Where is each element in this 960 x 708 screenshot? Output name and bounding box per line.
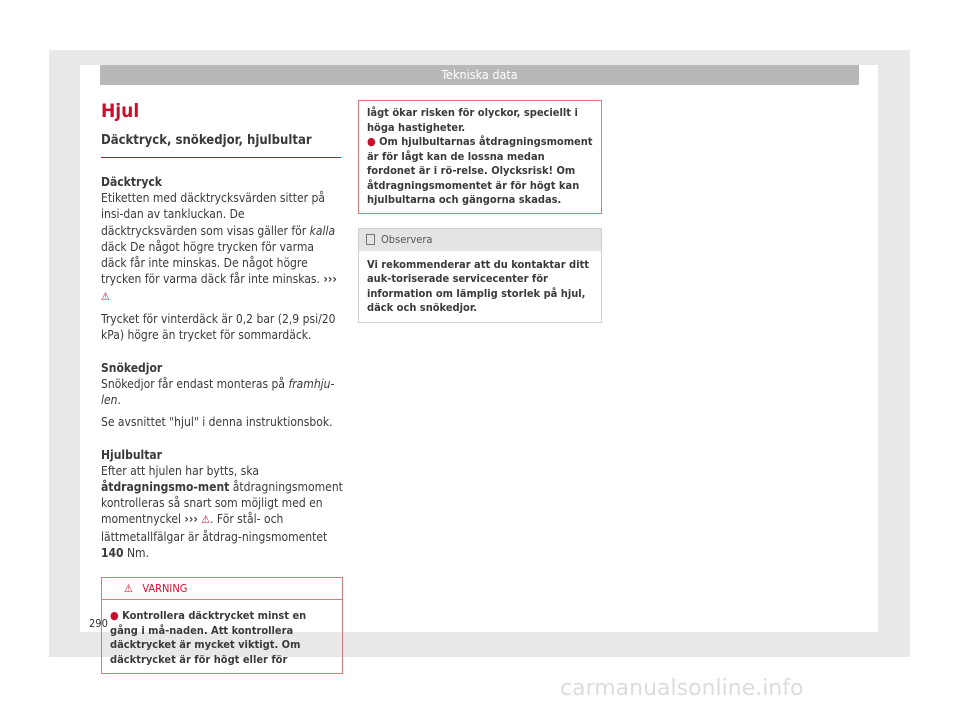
note-box [358, 228, 602, 323]
bullet-icon: ● [367, 135, 376, 148]
paragraph-tire-pressure-2: Trycket för vinterdäck är 0,2 bar (2,9 psi/20 kPa) högre än trycket för sommardäck. [101, 312, 336, 343]
left-column [101, 100, 343, 674]
page-title: Hjul [101, 100, 140, 122]
page-subtitle: Däcktryck, snökedjor, hjulbultar [101, 132, 341, 158]
note-header: Observera [359, 229, 601, 251]
warning-text-continued: lågt ökar risken för olyckor, speciellt i höga hastigheter. [367, 106, 578, 134]
watermark: carmanualsonline.info [560, 676, 804, 701]
paragraph-snow-chains-2: Se avsnittet "hjul" i denna instruktionsbok. [101, 415, 333, 430]
warning-box [101, 577, 343, 674]
paragraph-snow-chains-1: Snökedjor får endast monteras på framhju-len. [101, 376, 335, 407]
page-number: 290 [89, 617, 108, 630]
paragraph-tire-pressure-1: Etiketten med däcktrycksvärden sitter på insi-dan av tankluckan. De däcktrycksvärden som visas gäller för kalla däck De något högre trycken för varma däck får inte minskas. De något högre trycken för varma däck får inte minskas. ››› ⚠ [101, 191, 337, 303]
cross-reference-arrow[interactable]: ››› [184, 512, 198, 527]
warning-text: ● Kontrollera däcktrycket minst en gång i må-naden. Att kontrollera däcktrycket är mycket viktigt. Om däcktrycket är för högt eller för [110, 609, 307, 666]
warning-triangle-icon: ⚠ [101, 289, 110, 303]
right-column [358, 100, 602, 323]
cross-reference-arrow[interactable]: ››› [323, 272, 337, 287]
section-header-bar: Tekniska data [100, 65, 859, 85]
note-icon [366, 234, 375, 245]
heading-snow-chains: Snökedjor [101, 360, 163, 375]
warning-triangle-icon: ⚠ [201, 513, 211, 527]
heading-wheel-bolts: Hjulbultar [101, 447, 163, 462]
warning-bullet-item: ● Om hjulbultarnas åtdragningsmoment är för lågt kan de lossna medan fordonet är i rö-relse. Olycksrisk! Om åtdragningsmomentet är för högt kan hjulbultarna och gängorna skadas. [367, 135, 593, 206]
warning-box-continued [358, 100, 602, 214]
paragraph-wheel-bolts: Efter att hjulen har bytts, ska åtdragningsmo-ment åtdragningsmoment kontrolleras så snart som möjligt med en momentnyckel ››› ⚠. För stål- och lättmetallfälgar är åtdrag-ningsmomentet 140 Nm. [101, 463, 343, 561]
heading-tire-pressure: Däcktryck [101, 175, 162, 189]
note-text: Vi rekommenderar att du kontaktar ditt auk-toriserade servicecenter för information om lämplig storlek på hjul, däck och snökedjor. [367, 257, 589, 314]
bullet-icon: ● [110, 609, 119, 623]
warning-triangle-icon: ⚠ [124, 582, 133, 596]
warning-header: ⚠ VARNING [102, 578, 342, 600]
